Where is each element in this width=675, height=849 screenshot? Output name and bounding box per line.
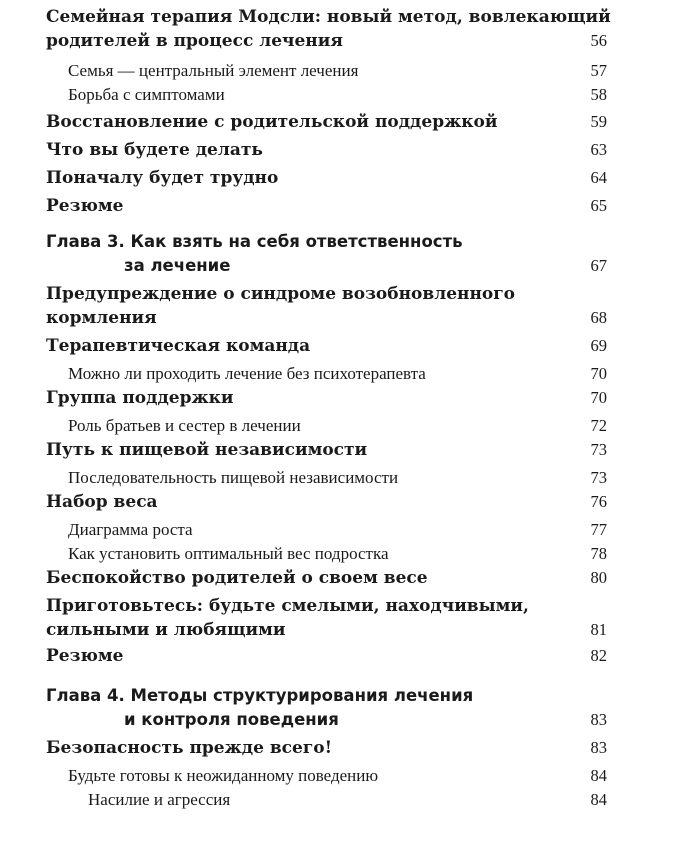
toc-page-number: 58 [590, 85, 607, 104]
toc-page-number: 80 [590, 568, 607, 587]
toc-page-number: 63 [590, 140, 607, 159]
toc-section-entry [0, 736, 675, 760]
toc-page-number: 69 [590, 336, 607, 355]
toc-entry-title-line: Последовательность пищевой независимости [68, 468, 399, 487]
toc-page-number: 83 [590, 710, 607, 729]
toc-entry-title-line: Можно ли проходить лечение без психотерапевта [68, 364, 426, 383]
toc-section-entry [0, 334, 675, 358]
toc-entry-title-line: Поначалу будет трудно [46, 168, 279, 188]
toc-chapter-entry [0, 684, 675, 732]
toc-entry-title-line: Безопасность прежде всего! [46, 738, 333, 758]
toc-subsection-entry [0, 414, 675, 438]
toc-entry-title-line: Группа поддержки [46, 388, 234, 408]
toc-entry-title-line: и контроля поведения [124, 710, 339, 729]
toc-page-number: 64 [590, 168, 607, 187]
toc-section-entry [0, 166, 675, 190]
toc-subsection-entry [0, 83, 675, 107]
toc-subsection-entry [0, 542, 675, 566]
toc-section-entry [0, 110, 675, 134]
toc-section-entry [0, 594, 675, 642]
toc-entry-title-line: Диаграмма роста [68, 520, 193, 539]
toc-entry-title-line: Приготовьтесь: будьте смелыми, находчивыми, [46, 596, 529, 616]
toc-entry-title-line: Глава 4. Методы структурирования лечения [46, 686, 474, 705]
toc-section-entry [0, 282, 675, 330]
toc-section-entry [0, 490, 675, 514]
toc-page-number: 57 [590, 61, 607, 80]
toc-entry-title-line: Семейная терапия Модсли: новый метод, вовлекающий [46, 7, 611, 27]
toc-page-number: 70 [590, 388, 607, 407]
toc-page-number: 73 [590, 440, 607, 459]
toc-subsection-entry [0, 466, 675, 490]
toc-page-number: 77 [590, 520, 607, 539]
toc-page-number: 83 [590, 738, 607, 757]
toc-entry-title-line: Что вы будете делать [46, 140, 263, 160]
toc-section-entry [0, 194, 675, 218]
toc-subsection-entry [0, 788, 675, 812]
toc-entry-title-line: Путь к пищевой независимости [46, 440, 368, 460]
toc-page-number: 68 [590, 308, 607, 327]
toc-entry-title-line: Борьба с симптомами [68, 85, 225, 104]
toc-page-number: 73 [590, 468, 607, 487]
toc-section-entry [0, 386, 675, 410]
toc-page-number: 70 [590, 364, 607, 383]
toc-page-number: 56 [590, 31, 607, 50]
toc-entry-title-line: Беспокойство родителей о своем весе [46, 568, 428, 588]
toc-entry-title-line: сильными и любящими [46, 620, 286, 640]
toc-subsection-entry [0, 59, 675, 83]
toc-page-number: 76 [590, 492, 607, 511]
toc-entry-title-line: родителей в процесс лечения [46, 31, 343, 51]
toc-entry-title-line: кормления [46, 308, 157, 328]
toc-page-number: 82 [590, 646, 607, 665]
toc-subsection-entry [0, 518, 675, 542]
toc-entry-title-line: Роль братьев и сестер в лечении [68, 416, 301, 435]
toc-entry-title-line: Резюме [46, 646, 124, 666]
toc-page-number: 84 [590, 766, 607, 785]
toc-entry-title-line: Как установить оптимальный вес подростка [68, 544, 389, 563]
toc-page-number: 65 [590, 196, 607, 215]
toc-section-entry [0, 644, 675, 668]
toc-entry-title-line: Предупреждение о синдроме возобновленного [46, 284, 515, 304]
toc-page-number: 81 [590, 620, 607, 639]
toc-chapter-entry [0, 230, 675, 278]
toc-entry-title-line: Будьте готовы к неожиданному поведению [68, 766, 379, 785]
toc-entry-title-line: Насилие и агрессия [88, 790, 231, 809]
toc-page-number: 72 [590, 416, 607, 435]
toc-page-number: 78 [590, 544, 607, 563]
toc-page-number: 67 [590, 256, 607, 275]
toc-section-entry [0, 138, 675, 162]
toc-page-number: 84 [590, 790, 607, 809]
toc-entry-title-line: Резюме [46, 196, 124, 216]
toc-subsection-entry [0, 362, 675, 386]
toc-section-entry [0, 438, 675, 462]
toc-section-entry [0, 566, 675, 590]
toc-subsection-entry [0, 764, 675, 788]
toc-page-number: 59 [590, 112, 607, 131]
toc-entry-title-line: Восстановление с родительской поддержкой [46, 112, 498, 132]
toc-entry-title-line: Набор веса [46, 492, 158, 512]
toc-entry-title-line: за лечение [124, 256, 231, 275]
toc-entry-title-line: Глава 3. Как взять на себя ответственность [46, 232, 463, 251]
toc-section-entry [0, 5, 675, 53]
toc-entry-title-line: Семья — центральный элемент лечения [68, 61, 359, 80]
toc-entry-title-line: Терапевтическая команда [46, 336, 311, 356]
